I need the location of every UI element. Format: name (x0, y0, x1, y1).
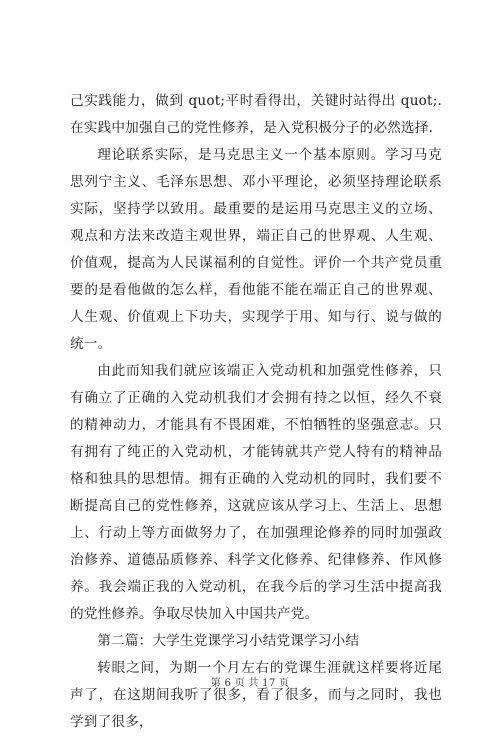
document-body (70, 88, 442, 736)
paragraph-party-motivation: 由此而知我们就应该端正入党动机和加强党性修养，只有确立了正确的入党动机我们才会拥有持之以恒，经久不衰的精神动力，才能具有不畏困难，不怕牺牲的坚强意志。只有拥有了纯正的入党动机，才能铸就共产党人特有的精神品格和独具的思想情。拥有正确的入党动机的同时，我们要不断提高自己的党性修养，这就应该从学习上、生活上、思想上、行动上等方面做努力了，在加强理论修养的同时加强政治修养、道德品质修养、科学文化修养、纪律修养、作风修养。我会端正我的入党动机，在我今后的学习生活中提高我的党性修养。争取尽快加入中国共产党。 (70, 363, 442, 622)
paragraph-theory-practice: 理论联系实际，是马克思主义一个基本原则。学习马克思列宁主义、毛泽东思想、邓小平理论，必须坚持理论联系实际，坚持学以致用。最重要的是运用马克思主义的立场、观点和方法来改造主观世界，端正自己的世界观、人生观、价值观，提高为人民谋福利的自觉性。评价一个共产党员重要的是看他做的怎么样，看他能不能在端正自己的世界观、人生观、价值观上下功夫，实现学于用、知与行、说与做的统一。 (70, 147, 442, 352)
paragraph-continuation: 己实践能力，做到 quot;平时看得出，关键时站得出 quot;.在实践中加强自己的党性修养，是入党积极分子的必然选择. (70, 93, 442, 136)
page-number-footer: 第 6 页 共 17 页 (210, 678, 290, 689)
section-heading: 第二篇：大学生党课学习小结党课学习小结 (97, 633, 360, 649)
paragraph-closing: 转眼之间，为期一个月左右的党课生涯就这样要将近尾声了，在这期间我听了很多，看了很多，而与之同时，我也学到了很多， (70, 660, 442, 730)
